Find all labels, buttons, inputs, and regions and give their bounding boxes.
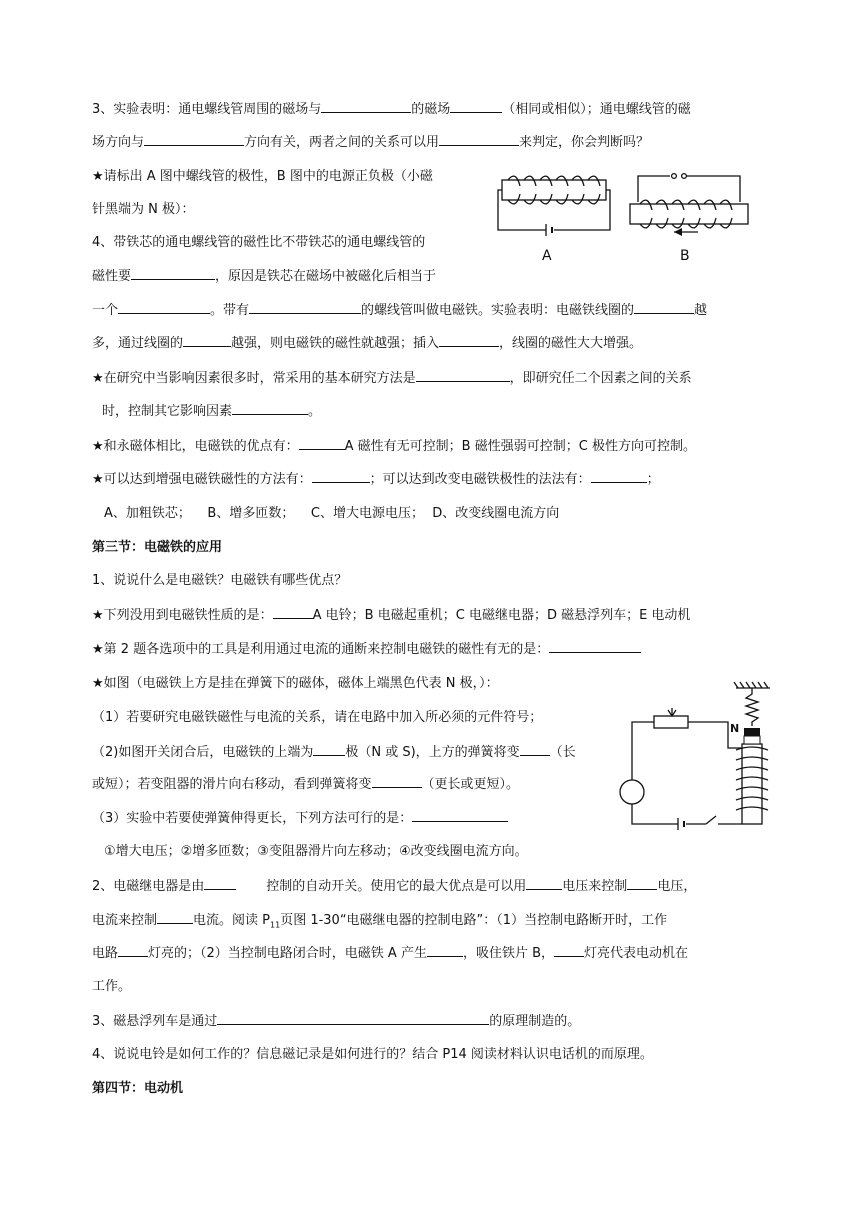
sub3-line	[92, 807, 508, 830]
sub2-line1	[92, 741, 576, 764]
star-d-line	[92, 468, 660, 491]
text: A 电铃；B 电磁起重机；C 电磁继电器；D 磁悬浮列车；E 电动机	[312, 608, 691, 623]
text: 来判定，你会判断吗？	[519, 135, 650, 150]
text: 3、磁悬浮列车是通过	[92, 1014, 218, 1029]
solenoid-b-diagram	[630, 174, 748, 232]
text: 灯亮的；（2）当控制电路闭合时，电磁铁 A 产生	[148, 946, 427, 961]
text: 一个	[92, 303, 119, 318]
solenoid-a-diagram	[498, 176, 610, 236]
text: 的磁场	[411, 102, 451, 117]
s3-q2-line4	[92, 976, 131, 998]
answer-blank[interactable]	[118, 942, 148, 957]
section3-heading	[92, 537, 222, 559]
magnet-n-pole	[744, 728, 760, 736]
options-line	[104, 503, 559, 525]
text: 第四节：电动机	[92, 1081, 184, 1096]
s3-q3-line	[92, 1010, 580, 1033]
answer-blank[interactable]	[312, 468, 370, 483]
text: A、加粗铁芯； B、增多匝数； C、增大电源电压； D、改变线圈电流方向	[104, 506, 560, 521]
text: 4、说说电铃是如何工作的？信息磁记录是如何进行的？结合 P14 阅读材料认识电话机的而原理。	[92, 1047, 653, 1062]
answer-blank[interactable]	[321, 98, 411, 113]
answer-blank[interactable]	[634, 299, 694, 314]
text: ★下列没用到电磁铁性质的是：	[92, 608, 273, 623]
sub2-line2	[92, 773, 519, 796]
q4-line1	[92, 232, 425, 254]
text: ★第 2 题各选项中的工具是利用通过电流的通断来控制电磁铁的磁性有无的是：	[92, 642, 550, 657]
text: 1、说说什么是电磁铁？电磁铁有哪些优点？	[92, 573, 348, 588]
star-f-line	[92, 638, 641, 661]
text: 磁性要	[92, 269, 132, 284]
text: （1）若要研究电磁铁磁性与电流的关系，请在电路中加入所必须的元件符号；	[92, 710, 543, 725]
text: 多，通过线圈的	[92, 336, 184, 351]
star-g-line	[92, 673, 499, 695]
text: （相同或相似）；通电螺线管的磁	[502, 102, 691, 117]
text: （3）实验中若要使弹簧伸得更长，下列方法可行的是：	[92, 811, 413, 826]
text: 控制的自动开关。使用它的最大优点是可以用	[266, 879, 527, 894]
text: A 磁性有无可控制；B 磁性强弱可控制；C 极性方向可控制。	[344, 439, 696, 454]
answer-blank[interactable]	[439, 131, 519, 146]
text: 灯亮代表电动机在	[584, 946, 689, 961]
compass-needle-icon	[674, 228, 682, 236]
text: 电路	[92, 946, 119, 961]
text: 极（N 或 S)，上方的弹簧将变	[345, 745, 520, 760]
n-pole-label: N	[730, 722, 740, 735]
text: 越	[694, 303, 708, 318]
answer-blank[interactable]	[416, 367, 510, 382]
text: 场方向与	[92, 135, 145, 150]
text: 电压来控制	[562, 879, 628, 894]
text: ★可以达到增强电磁铁磁性的方法有：	[92, 472, 312, 487]
answer-blank[interactable]	[118, 299, 210, 314]
text: ★和永磁体相比，电磁铁的优点有：	[92, 439, 299, 454]
text: 工作。	[92, 979, 132, 994]
star-a-line1	[92, 166, 433, 188]
text: ，线圈的磁性大大增强。	[499, 336, 643, 351]
section4-heading	[92, 1078, 183, 1100]
star-b-line2	[102, 400, 321, 423]
answer-blank[interactable]	[204, 875, 236, 890]
answer-blank[interactable]	[526, 875, 562, 890]
text: 电流来控制	[92, 913, 158, 928]
answer-blank[interactable]	[183, 332, 231, 347]
text: 越强，则电磁铁的磁性就越强；插入	[231, 336, 440, 351]
page-subscript: 11	[270, 920, 281, 930]
text: 或短）；若变阻器的滑片向右移动，看到弹簧将变	[92, 777, 372, 792]
q4-line4	[92, 332, 642, 355]
answer-blank[interactable]	[627, 875, 657, 890]
q4-line2	[92, 265, 436, 288]
s3-q2-line2	[92, 909, 667, 937]
answer-blank[interactable]	[450, 98, 502, 113]
answer-blank[interactable]	[157, 909, 193, 924]
text: 。	[308, 404, 322, 419]
text: 第三节：电磁铁的应用	[92, 540, 223, 555]
figure-a-label: A	[542, 248, 552, 264]
text: 电压，	[657, 879, 697, 894]
answer-blank[interactable]	[217, 1010, 489, 1025]
answer-blank[interactable]	[520, 741, 550, 756]
star-c-line	[92, 435, 696, 458]
text: ；	[646, 472, 660, 487]
text: ★在研究中当影响因素很多时，常采用的基本研究方法是	[92, 371, 416, 386]
star-b-line1	[92, 367, 692, 390]
text: ①增大电压；②增多匝数；③变阻器滑片向左移动；④改变线圈电流方向。	[104, 844, 528, 859]
answer-blank[interactable]	[549, 638, 641, 653]
answer-blank[interactable]	[249, 299, 361, 314]
text: 3、实验表明：通电螺线管周围的磁场与	[92, 102, 322, 117]
text: 。带有	[210, 303, 250, 318]
answer-blank[interactable]	[144, 131, 244, 146]
s3-q1	[92, 570, 347, 592]
text: （长	[549, 745, 576, 760]
solenoid-figure	[494, 166, 754, 270]
text: （2)如图开关闭合后，电磁铁的上端为	[92, 745, 314, 760]
text: 方向有关，两者之间的关系可以用	[244, 135, 440, 150]
text: ，吸住铁片 B，	[462, 946, 555, 961]
text: 针黑端为 N 极）：	[92, 202, 195, 217]
answer-blank[interactable]	[131, 265, 215, 280]
q3-line2	[92, 131, 649, 154]
text: 时，控制其它影响因素	[102, 404, 233, 419]
answer-blank[interactable]	[412, 807, 508, 822]
text: ，即研究任二个因素之间的关系	[509, 371, 692, 386]
answer-blank[interactable]	[232, 400, 308, 415]
text: 的螺线管叫做电磁铁。实验表明：电磁铁线圈的	[361, 303, 635, 318]
text: ★请标出 A 图中螺线管的极性，B 图中的电源正负极（小磁	[92, 169, 433, 184]
answer-blank[interactable]	[273, 604, 313, 619]
text: 页图 1-30“电磁继电器的控制电路”：（1）当控制电路断开时，工作	[280, 913, 668, 928]
sub3-options	[104, 841, 528, 863]
text: 2、电磁继电器是由	[92, 879, 205, 894]
q3-line1	[92, 98, 691, 121]
sub1-line	[92, 707, 542, 729]
text: ★如图（电磁铁上方是挂在弹簧下的磁体，磁体上端黑色代表 N 极，）：	[92, 676, 499, 691]
figure-b-label: B	[680, 248, 690, 264]
answer-blank[interactable]	[427, 942, 463, 957]
answer-blank[interactable]	[554, 942, 584, 957]
electromagnet-circuit-figure	[618, 676, 778, 832]
circuit-wires	[620, 682, 770, 830]
text: ；可以达到改变电磁铁极性的法法有：	[369, 472, 591, 487]
answer-blank[interactable]	[439, 332, 499, 347]
s3-q2-line3	[92, 942, 688, 965]
s3-q4-line	[92, 1044, 653, 1066]
star-a-line2	[92, 199, 195, 221]
q4-line3	[92, 299, 707, 322]
answer-blank[interactable]	[299, 435, 345, 450]
text: ，原因是铁芯在磁场中被磁化后相当于	[215, 269, 437, 284]
text: 4、带铁芯的通电螺线管的磁性比不带铁芯的通电螺线管的	[92, 235, 426, 250]
magnet-s-pole	[744, 736, 760, 744]
star-e-line	[92, 604, 690, 627]
answer-blank[interactable]	[591, 468, 647, 483]
answer-blank[interactable]	[313, 741, 345, 756]
text: （更长或更短）。	[421, 777, 520, 792]
text: 的原理制造的。	[489, 1014, 581, 1029]
answer-blank[interactable]	[372, 773, 422, 788]
text: 电流。阅读 P	[193, 913, 270, 928]
s3-q2-line1	[92, 875, 696, 898]
